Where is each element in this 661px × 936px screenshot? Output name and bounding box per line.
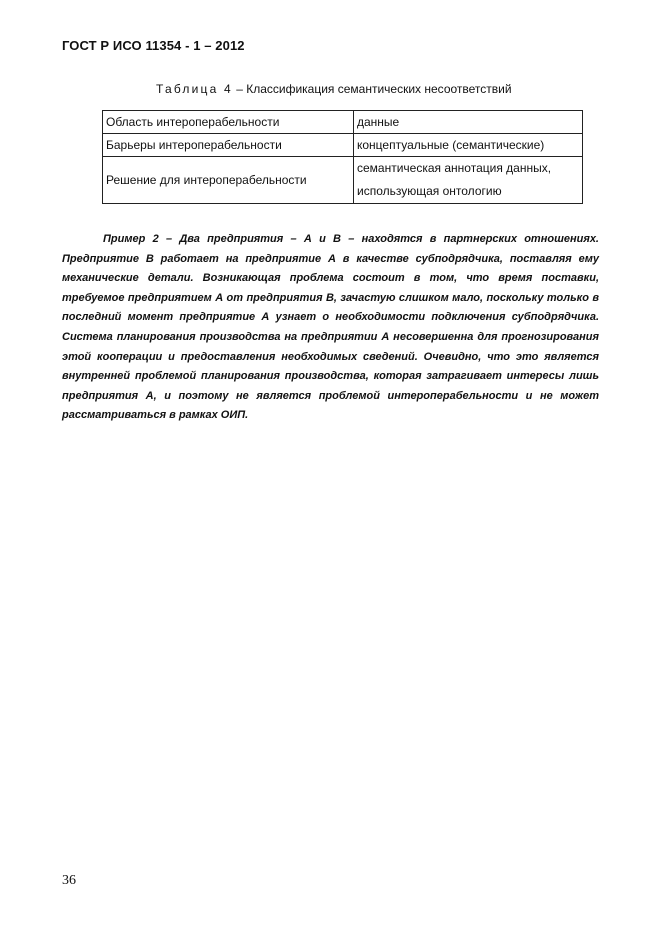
table-caption xyxy=(156,82,512,96)
table-caption-label: Таблица 4 xyxy=(156,82,233,96)
table-cell-barriers-value: концептуальные (семантические) xyxy=(354,134,583,157)
page-number: 36 xyxy=(62,873,76,888)
solution-value-line-2: использующая онтологию xyxy=(357,184,502,198)
table-cell-solution-value xyxy=(354,157,583,204)
table-row xyxy=(103,157,583,204)
example-paragraph: Пример 2 – Два предприятия – А и В – находятся в партнерских отношениях. Предприятие В работает на предприятие А в качестве субподрядчика, поставляя ему механические детали. Возникающая проблема состоит в том, что время поставки, требуемое предприятием А от предприятия В, зачастую слишком мало, поскольку только в последний момент предприятие А узнает о необходимости подключения субподрядчика. Система планирования производства на предприятии А несовершенна для прогнозирования этой кооперации и предоставления необходимых сведений. Очевидно, что это является внутренней проблемой планирования производства, которая затрагивает интересы лишь предприятия А, и поэтому не является проблемой интероперабельности и не может рассматриваться в рамках ОИП. xyxy=(62,233,599,422)
table-row xyxy=(103,111,583,134)
table-cell-area-label: Область интероперабельности xyxy=(103,111,354,134)
table-row xyxy=(103,134,583,157)
table-cell-solution-label: Решение для интероперабельности xyxy=(103,157,354,204)
table-cell-area-value: данные xyxy=(354,111,583,134)
classification-table xyxy=(102,110,583,204)
document-header: ГОСТ Р ИСО 11354 - 1 – 2012 xyxy=(62,38,245,53)
table-cell-barriers-label: Барьеры интероперабельности xyxy=(103,134,354,157)
table-caption-text: – Классификация семантических несоответствий xyxy=(232,82,512,96)
solution-value-line-1: семантическая аннотация данных, xyxy=(357,161,552,175)
